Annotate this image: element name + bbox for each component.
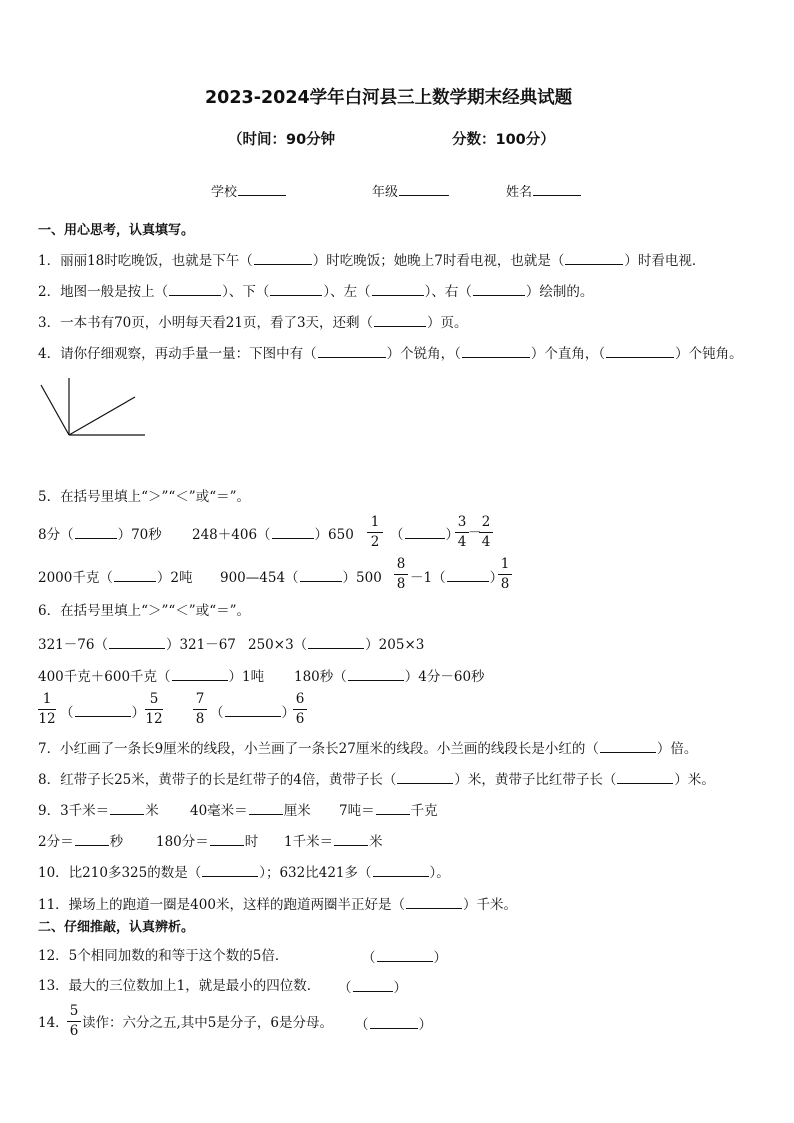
question-5: 5．在括号里填上“＞”“＜”或“＝”。 (38, 489, 250, 505)
answer-blank[interactable] (377, 947, 433, 962)
q6-item-e: （ ） (60, 702, 145, 722)
answer-blank[interactable] (109, 634, 165, 649)
answer-blank[interactable] (462, 343, 530, 358)
question-11: 11．操场上的跑道一圈是400米，这样的跑道两圈半正好是（ ）千米。 (38, 894, 517, 914)
answer-blank[interactable] (202, 862, 258, 877)
time-label: （时间：90分钟 (228, 132, 336, 148)
answer-blank[interactable] (374, 312, 426, 327)
q6-item-a: 321－76（ ）321－67 (38, 634, 236, 654)
answer-blank[interactable] (254, 250, 312, 265)
answer-blank[interactable] (169, 281, 221, 296)
q5-item-c: （ ） (390, 524, 459, 544)
answer-blank[interactable] (372, 281, 424, 296)
q9-item-f: 1千米＝ 米 (284, 831, 383, 851)
name-label: 姓名 (506, 185, 533, 200)
q12-answer: （ ） (362, 947, 447, 967)
answer-blank[interactable] (114, 567, 156, 582)
answer-blank[interactable] (272, 524, 314, 539)
answer-blank[interactable] (397, 769, 453, 784)
section-1-heading: 一、用心思考，认真填写。 (38, 223, 195, 238)
answer-blank[interactable] (600, 738, 656, 753)
answer-blank[interactable] (348, 666, 404, 681)
answer-blank[interactable] (353, 977, 393, 992)
answer-blank[interactable] (172, 666, 228, 681)
name-field[interactable] (506, 181, 582, 202)
fraction-7-8: 7 8 (193, 692, 207, 727)
q6-item-d: 180秒（ ）4分－60秒 (294, 666, 485, 686)
answer-blank[interactable] (75, 524, 117, 539)
q9-item-b: 40毫米＝ 厘米 (190, 800, 311, 820)
answer-blank[interactable] (373, 862, 429, 877)
answer-blank[interactable] (308, 634, 364, 649)
q6-item-f: （ ） (210, 702, 295, 722)
q14-answer: （ ） (355, 1014, 432, 1034)
answer-blank[interactable] (75, 831, 109, 846)
answer-blank[interactable] (75, 702, 131, 717)
q9-item-d: 2分＝ 秒 (38, 831, 123, 851)
q6-item-b: 250×3（ ）205×3 (248, 634, 424, 654)
answer-blank[interactable] (405, 524, 445, 539)
answer-blank[interactable] (565, 250, 623, 265)
minus-sign: － (468, 525, 482, 541)
question-4: 4．请你仔细观察，再动手量一量：下图中有（ ）个锐角，（ ）个直角，（ ）个钝角。 (38, 343, 743, 363)
q9-item-c: 7吨＝ 千克 (339, 800, 438, 820)
q13-answer: （ ） (338, 977, 407, 997)
answer-blank[interactable] (376, 800, 410, 815)
fraction-5-12: 5 12 (145, 691, 163, 727)
fraction-8-8: 8 8 (394, 557, 408, 592)
fraction-6-6: 6 6 (293, 692, 307, 727)
angle-figure (35, 375, 150, 440)
answer-blank[interactable] (473, 281, 525, 296)
school-label: 学校 (211, 185, 238, 200)
fraction-1-8: 1 8 (498, 557, 512, 592)
answer-blank[interactable] (334, 831, 368, 846)
answer-blank[interactable] (617, 769, 673, 784)
question-14-number: 14． (38, 1015, 69, 1031)
q5-item-e: 900—454（ ）500 (220, 567, 382, 587)
q9-item-e: 180分＝ 时 (156, 831, 258, 851)
q5-item-b: 248＋406（ ）650 (192, 524, 354, 544)
grade-field[interactable] (372, 181, 450, 202)
answer-blank[interactable] (406, 894, 462, 909)
fraction-5-6: 5 6 (67, 1004, 81, 1039)
question-3: 3．一本书有70页，小明每天看21页，看了3天，还剩（ ）页。 (38, 312, 468, 332)
answer-blank[interactable] (300, 567, 342, 582)
question-14: 读作：六分之五,其中5是分子，6是分母。 (82, 1015, 333, 1031)
question-13: 13．最大的三位数加上1，就是最小的四位数． (38, 978, 321, 994)
answer-blank[interactable] (270, 281, 322, 296)
fraction-1-2: 1 2 (367, 515, 383, 550)
answer-blank[interactable] (606, 343, 674, 358)
question-1: 1．丽丽18时吃晚饭，也就是下午（ ）时吃晚饭；她晚上7时看电视，也就是（ ）时看电视． (38, 250, 705, 270)
question-12: 12．5个相同加数的和等于这个数的5倍． (38, 948, 289, 964)
q5-item-a: 8分（ ）70秒 (38, 524, 162, 544)
section-2-heading: 二、仔细推敲，认真辨析。 (38, 920, 195, 935)
score-label: 分数：100分） (452, 132, 555, 148)
q9-item-a: 9．3千米＝ 米 (38, 800, 159, 820)
question-6: 6．在括号里填上“＞”“＜”或“＝”。 (38, 603, 250, 619)
question-2: 2．地图一般是按上（ ）、下（ ）、左（ ）、右（ ）绘制的。 (38, 281, 593, 301)
answer-blank[interactable] (447, 567, 489, 582)
grade-label: 年级 (372, 185, 399, 200)
q6-item-c: 400千克＋600千克（ ）1吨 (38, 666, 264, 686)
question-8: 8．红带子长25米，黄带子的长是红带子的4倍，黄带子长（ ）米，黄带子比红带子长（ ）米。 (38, 769, 715, 789)
fraction-2-4: 2 4 (479, 515, 493, 550)
fraction-1-12: 1 12 (38, 691, 56, 727)
answer-blank[interactable] (318, 343, 386, 358)
q5-item-d: 2000千克（ ）2吨 (38, 567, 192, 587)
answer-blank[interactable] (110, 800, 144, 815)
q5-item-f: －1（ ） (410, 567, 503, 587)
answer-blank[interactable] (249, 800, 283, 815)
answer-blank[interactable] (370, 1014, 418, 1029)
question-10: 10．比210多325的数是（ ）；632比421多（ ）。 (38, 862, 450, 882)
page-title: 2023-2024学年白河县三上数学期末经典试题 (205, 88, 573, 108)
answer-blank[interactable] (225, 702, 281, 717)
question-7: 7．小红画了一条长9厘米的线段，小兰画了一条长27厘米的线段。小兰画的线段长是小红的（ ）倍。 (38, 738, 697, 758)
fraction-3-4: 3 4 (455, 515, 469, 550)
school-field[interactable] (211, 181, 287, 202)
answer-blank[interactable] (210, 831, 244, 846)
